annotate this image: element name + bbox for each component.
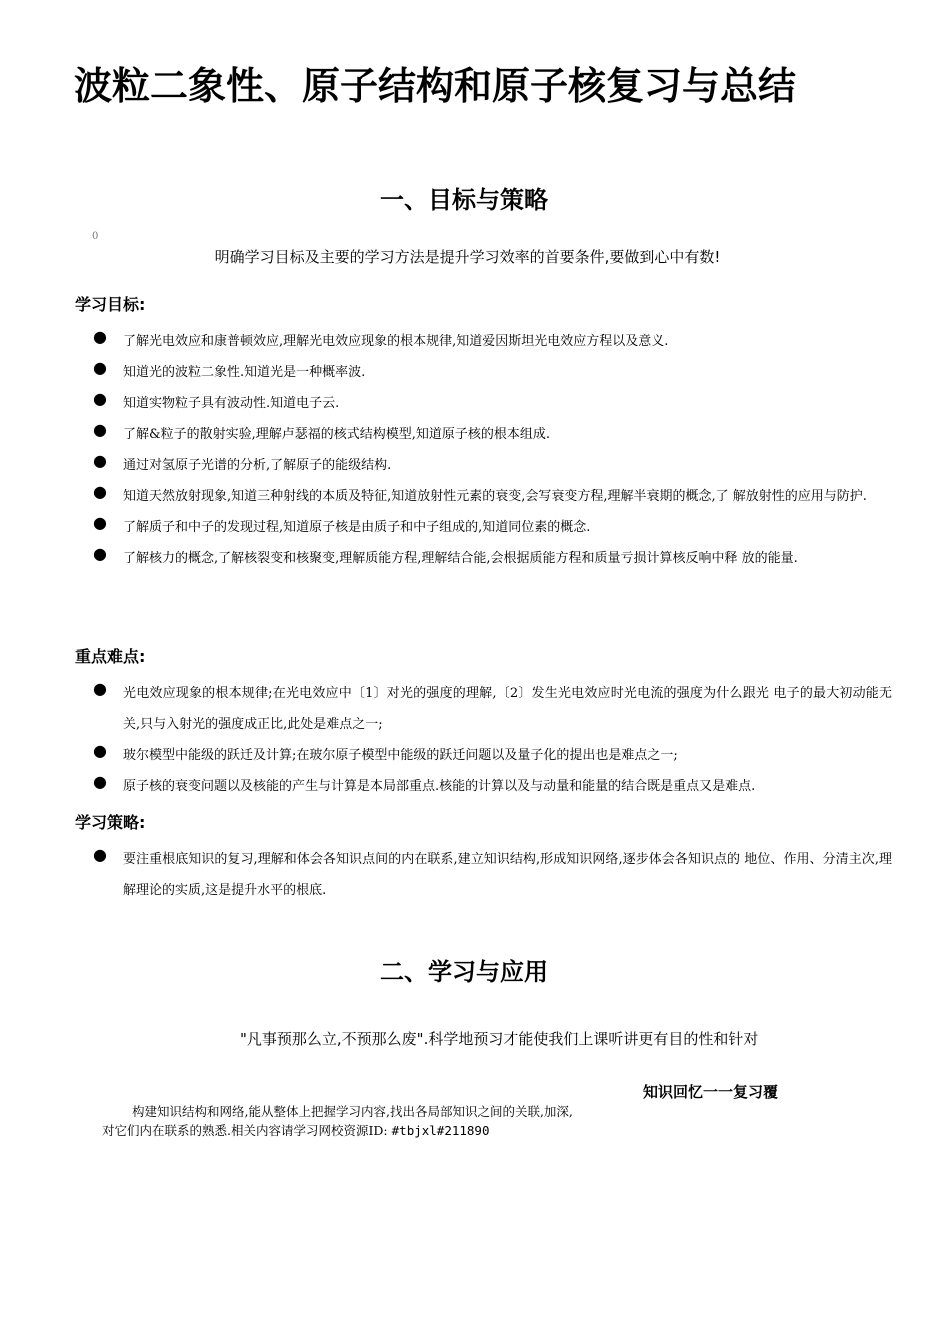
goals-label: 学习目标: [75, 295, 146, 314]
section-heading-goals: 一、目标与策略 [380, 186, 548, 214]
bullet-icon: ● [93, 544, 107, 563]
list-item: ● 玻尔模型中能级的跃迁及计算;在玻尔原子模型中能级的跃迁问题以及量子化的提出也是难点之一; [93, 741, 678, 763]
bullet-icon: ● [93, 741, 107, 760]
list-item: ● 通过对氢原子光谱的分析,了解原子的能级结构. [93, 451, 392, 473]
review-paragraph-text: 构建知识结构和网络,能从整体上把握学习内容,找出各局部知识之间的关联,加深, 对它们内在联系的熟悉.相关内容请学习网校资源ID: [102, 1104, 573, 1138]
marker-text: 0 [92, 231, 99, 242]
list-item: ● 知道实物粒子具有波动性.知道电子云. [93, 389, 340, 411]
bullet-icon: ● [93, 389, 107, 408]
bullet-icon: ● [93, 772, 107, 791]
page-title: 波粒二象性、原子结构和原子核复习与总结 [74, 64, 797, 108]
bullet-icon: ● [93, 358, 107, 377]
resource-id: #tbjxl#211890 [391, 1123, 490, 1138]
difficulties-list [90, 678, 892, 802]
recall-heading: 知识回忆一一复习覆 [643, 1083, 779, 1101]
list-item: ● 原子核的衰变问题以及核能的产生与计算是本局部重点.核能的计算以及与动量和能量的结合既是重点又是难点. [93, 772, 756, 794]
list-item: ● 了解&粒子的散射实验,理解卢瑟福的核式结构模型,知道原子核的根本组成. [93, 420, 550, 442]
list-item: ● 知道天然放射现象,知道三种射线的本质及特征,知道放射性元素的衰变,会写衰变方程,理解半衰期的概念,了 解放射性的应用与防护. [93, 482, 867, 504]
quote-text: "凡事预那么立,不预那么废".科学地预习才能使我们上课听讲更有目的性和针对 [240, 1030, 759, 1048]
bullet-icon: ● [93, 513, 107, 532]
list-item: ● 要注重根底知识的复习,理解和体会各知识点间的内在联系,建立知识结构,形成知识网络,逐步体会各知识点的 地位、作用、分清主次,理解理论的实质,这是提升水平的根底. [93, 845, 892, 898]
intro-text: 明确学习目标及主要的学习方法是提升学习效率的首要条件,要做到心中有数! [214, 248, 721, 266]
difficulties-label: 重点难点: [75, 647, 146, 666]
bullet-icon: ● [93, 482, 107, 501]
section-heading-study: 二、学习与应用 [380, 958, 548, 986]
strategy-list [90, 844, 892, 906]
list-item: ● 知道光的波粒二象性.知道光是一种概率波. [93, 358, 366, 380]
list-item: ● 了解质子和中子的发现过程,知道原子核是由质子和中子组成的,知道同位素的概念. [93, 513, 591, 535]
goals-list [90, 326, 892, 574]
bullet-icon: ● [93, 845, 107, 864]
bullet-icon: ● [93, 420, 107, 439]
bullet-icon: ● [93, 327, 107, 346]
bullet-icon: ● [93, 679, 107, 698]
bullet-icon: ● [93, 451, 107, 470]
list-item: ● 了解光电效应和康普顿效应,理解光电效应现象的根本规律,知道爱因斯坦光电效应方程以及意义. [93, 327, 669, 349]
list-item: ● 光电效应现象的根本规律;在光电效应中〔1〕对光的强度的理解,〔2〕发生光电效应时光电流的强度为什么跟光 电子的最大初动能无关,只与入射光的强度成正比,此处是难点之一; [93, 679, 892, 732]
review-paragraph [102, 1102, 702, 1140]
strategy-label: 学习策略: [75, 813, 146, 832]
list-item: ● 了解核力的概念,了解核裂变和核聚变,理解质能方程,理解结合能,会根据质能方程和质量亏损计算核反响中释 放的能量. [93, 544, 798, 566]
